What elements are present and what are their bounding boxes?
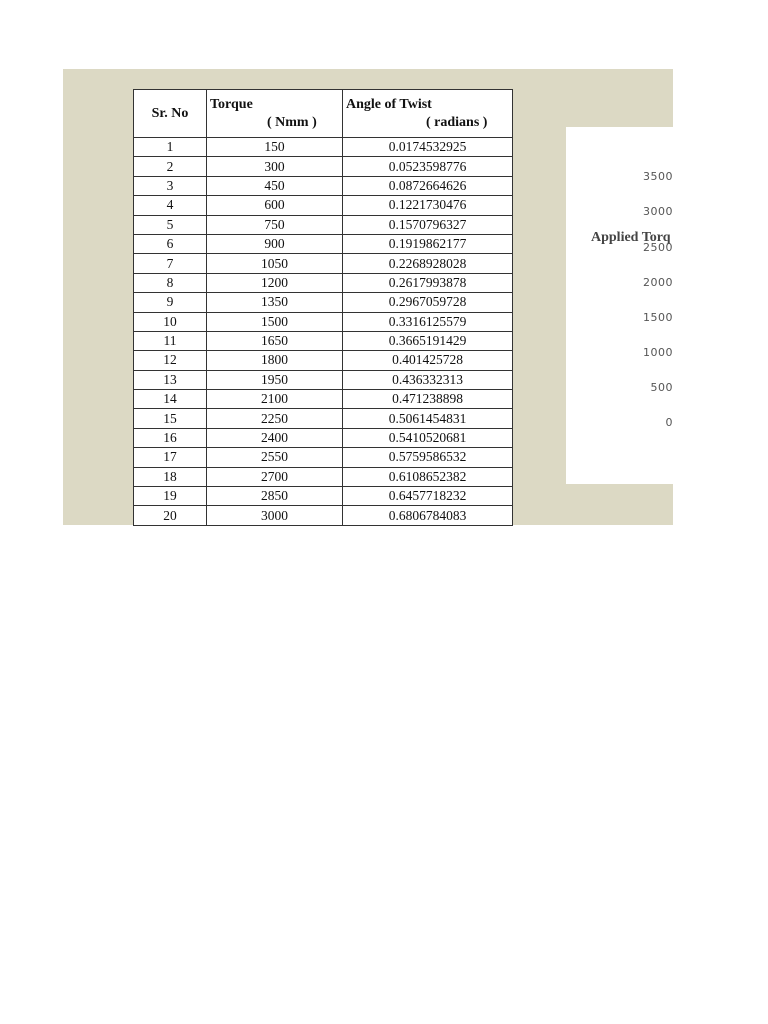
table-row: [134, 312, 513, 331]
cell-torque: 1500: [207, 312, 343, 331]
cell-angle: 0.5061454831: [343, 409, 513, 428]
cell-torque: 3000: [207, 506, 343, 525]
cell-torque: 600: [207, 196, 343, 215]
cell-torque: 1800: [207, 351, 343, 370]
table-row: [134, 351, 513, 370]
cell-angle: 0.0174532925: [343, 138, 513, 157]
cell-sr-no: 6: [134, 234, 207, 253]
cell-angle: 0.401425728: [343, 351, 513, 370]
table-row: [134, 234, 513, 253]
header-torque: [207, 90, 343, 138]
table-header-row: [134, 90, 513, 138]
cell-torque: 450: [207, 176, 343, 195]
header-angle: [343, 90, 513, 138]
table-row: [134, 467, 513, 486]
table-row: [134, 370, 513, 389]
table-row: [134, 273, 513, 292]
table-body: [134, 138, 513, 526]
header-torque-label: Torque: [210, 96, 253, 112]
table-row: [134, 215, 513, 234]
y-tick-label: 2500: [643, 241, 673, 254]
table-row: [134, 390, 513, 409]
cell-angle: 0.1221730476: [343, 196, 513, 215]
cell-sr-no: 3: [134, 176, 207, 195]
cell-sr-no: 9: [134, 293, 207, 312]
torque-angle-table: [133, 89, 513, 526]
cell-sr-no: 15: [134, 409, 207, 428]
table-row: [134, 196, 513, 215]
cell-sr-no: 19: [134, 487, 207, 506]
header-torque-unit: ( Nmm ): [267, 114, 317, 130]
cell-angle: 0.2617993878: [343, 273, 513, 292]
cell-angle: 0.6457718232: [343, 487, 513, 506]
cell-torque: 2550: [207, 448, 343, 467]
table-row: [134, 254, 513, 273]
cell-angle: 0.0523598776: [343, 157, 513, 176]
cell-sr-no: 4: [134, 196, 207, 215]
table-row: [134, 428, 513, 447]
cell-sr-no: 20: [134, 506, 207, 525]
cell-sr-no: 16: [134, 428, 207, 447]
y-tick-label: 500: [650, 381, 673, 394]
cell-torque: 1950: [207, 370, 343, 389]
cell-angle: 0.2268928028: [343, 254, 513, 273]
cell-sr-no: 14: [134, 390, 207, 409]
cell-angle: 0.1919862177: [343, 234, 513, 253]
cell-angle: 0.3665191429: [343, 331, 513, 350]
cell-sr-no: 13: [134, 370, 207, 389]
y-tick-label: 1500: [643, 311, 673, 324]
chart-y-axis-label: Applied Torq: [591, 230, 671, 245]
cell-torque: 1200: [207, 273, 343, 292]
cell-torque: 300: [207, 157, 343, 176]
table-row: [134, 448, 513, 467]
cell-angle: 0.471238898: [343, 390, 513, 409]
cell-sr-no: 18: [134, 467, 207, 486]
cell-torque: 1650: [207, 331, 343, 350]
y-tick-label: 2000: [643, 276, 673, 289]
table-row: [134, 487, 513, 506]
cell-torque: 150: [207, 138, 343, 157]
table-row: [134, 409, 513, 428]
cell-sr-no: 2: [134, 157, 207, 176]
header-angle-unit: ( radians ): [426, 114, 488, 130]
cell-sr-no: 10: [134, 312, 207, 331]
cell-angle: 0.436332313: [343, 370, 513, 389]
cell-angle: 0.5759586532: [343, 448, 513, 467]
cell-sr-no: 1: [134, 138, 207, 157]
cell-sr-no: 12: [134, 351, 207, 370]
cell-sr-no: 8: [134, 273, 207, 292]
table-row: [134, 138, 513, 157]
cell-angle: 0.5410520681: [343, 428, 513, 447]
header-angle-label: Angle of Twist: [346, 96, 432, 112]
table-row: [134, 176, 513, 195]
cell-torque: 900: [207, 234, 343, 253]
cell-angle: 0.6108652382: [343, 467, 513, 486]
cell-sr-no: 5: [134, 215, 207, 234]
y-tick-label: 3500: [643, 170, 673, 183]
cell-torque: 2100: [207, 390, 343, 409]
cell-sr-no: 11: [134, 331, 207, 350]
cell-torque: 1050: [207, 254, 343, 273]
cell-angle: 0.3316125579: [343, 312, 513, 331]
cell-sr-no: 17: [134, 448, 207, 467]
cell-torque: 2850: [207, 487, 343, 506]
header-sr-no: Sr. No: [134, 90, 207, 138]
cell-torque: 1350: [207, 293, 343, 312]
cell-angle: 0.0872664626: [343, 176, 513, 195]
table-row: [134, 293, 513, 312]
chart-area: [566, 127, 673, 484]
cell-torque: 2700: [207, 467, 343, 486]
cell-torque: 750: [207, 215, 343, 234]
table-row: [134, 157, 513, 176]
cell-angle: 0.2967059728: [343, 293, 513, 312]
cell-torque: 2400: [207, 428, 343, 447]
y-tick-label: 3000: [643, 205, 673, 218]
table-row: [134, 506, 513, 525]
cell-angle: 0.6806784083: [343, 506, 513, 525]
table-row: [134, 331, 513, 350]
cell-torque: 2250: [207, 409, 343, 428]
y-tick-label: 0: [665, 416, 673, 429]
y-tick-label: 1000: [643, 346, 673, 359]
cell-angle: 0.1570796327: [343, 215, 513, 234]
cell-sr-no: 7: [134, 254, 207, 273]
